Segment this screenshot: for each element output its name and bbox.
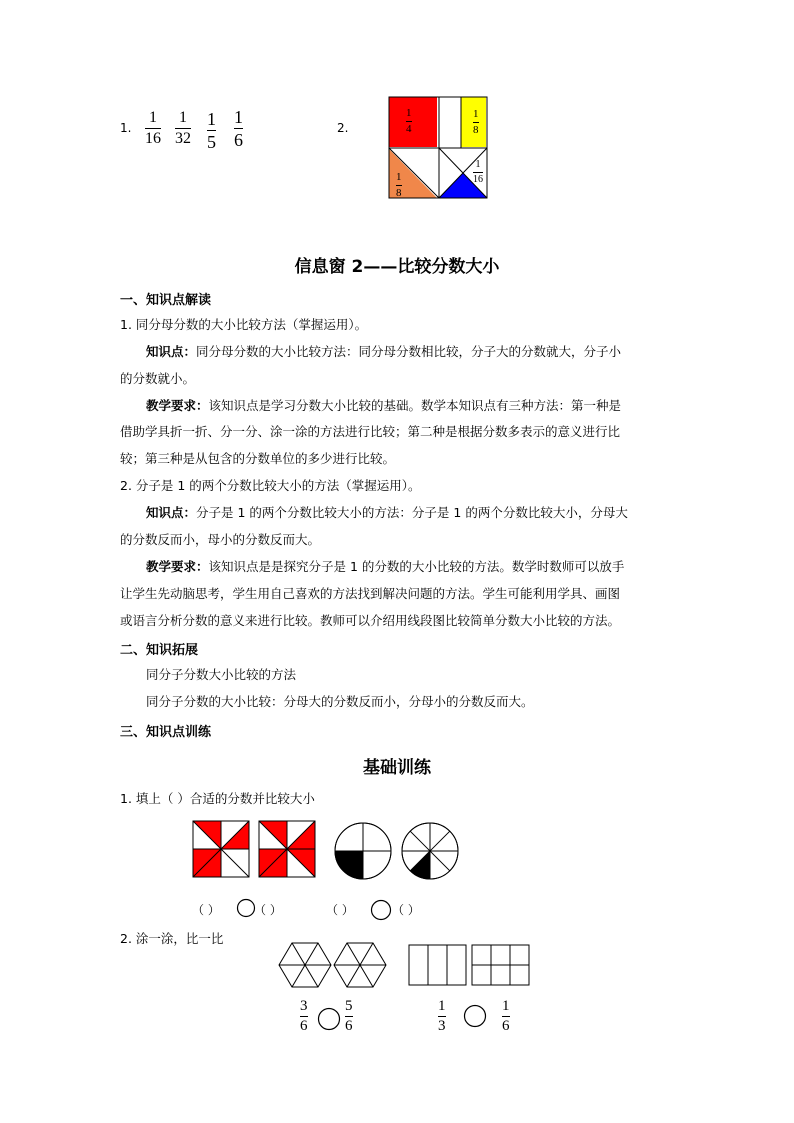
circle-eighths <box>400 821 460 881</box>
item2-label: 2. <box>337 121 349 135</box>
fraction-1-6-q2 <box>502 999 510 1034</box>
numerator: 1 <box>149 109 157 126</box>
fraction-1-6 <box>234 108 243 149</box>
section-title: 信息窗 2——比较分数大小 <box>294 257 500 277</box>
compare-circle-4[interactable] <box>463 1004 487 1028</box>
fraction-1-3 <box>438 999 446 1034</box>
numerator: 3 <box>300 998 308 1014</box>
extension-line1: 同分子分数大小比较的方法 <box>146 667 297 682</box>
denominator: 8 <box>473 124 479 136</box>
item1-label: 1. <box>120 121 132 135</box>
numerator: 1 <box>475 159 481 170</box>
circle-quarters <box>333 821 393 881</box>
numerator: 1 <box>406 107 412 119</box>
item1-req-line1 <box>146 393 621 419</box>
item1-req-line2: 借助学具折一折、分一分、涂一涂的方法进行比较；第二种是根据分数多表示的意义进行比 <box>120 424 621 439</box>
item2-title: 2. 分子是 1 的两个分数比较大小的方法（掌握运用）。 <box>120 478 421 493</box>
item2-kp-line2: 的分数反而小，母小的分数反而大。 <box>120 532 321 547</box>
item2-req-line2: 让学生先动脑思考，学生用自己喜欢的方法找到解决问题的方法。学生可能利用学具、画图 <box>120 586 621 601</box>
denominator: 16 <box>145 130 161 147</box>
kp-text: 同分母分数的大小比较方法：同分母分数相比较，分子大的分数就大，分子小 <box>196 344 622 359</box>
rectangle-sixths <box>471 944 531 986</box>
kp-label: 知识点： <box>146 344 197 359</box>
blank-3[interactable]: （ ） <box>326 903 354 917</box>
fraction-1-32 <box>175 110 191 147</box>
numerator: 1 <box>438 998 446 1014</box>
req-label: 教学要求： <box>146 398 209 413</box>
label-1-8-yellow <box>473 109 479 136</box>
numerator: 1 <box>179 109 187 126</box>
compare-circle-3[interactable] <box>317 1007 341 1031</box>
pinwheel-square-1 <box>192 820 252 880</box>
compare-circle-1[interactable] <box>236 898 256 918</box>
hexagon-1 <box>278 942 332 988</box>
denominator: 6 <box>300 1018 308 1034</box>
label-1-8-orange <box>396 172 402 199</box>
item2-kp-line1 <box>146 500 628 526</box>
kp-text: 分子是 1 的两个分数比较大小的方法：分子是 1 的两个分数比较大小，分母大 <box>196 505 628 520</box>
numerator: 1 <box>396 171 402 183</box>
denominator: 6 <box>345 1018 353 1034</box>
req-text: 该知识点是是探究分子是 1 的分数的大小比较的方法。数学时数师可以放手 <box>208 559 625 574</box>
item1-kp-line2: 的分数就小。 <box>120 371 196 386</box>
numerator: 1 <box>234 107 243 127</box>
heading-knowledge-training: 三、知识点训练 <box>120 725 212 740</box>
denominator: 6 <box>234 130 243 150</box>
item2-req-line3: 或语言分析分数的意义来进行比较。教师可以介绍用线段图比较简单分数大小比较的方法。 <box>120 613 621 628</box>
item1-title: 1. 同分母分数的大小比较方法（掌握运用）。 <box>120 317 368 332</box>
heading-knowledge-extension: 二、知识拓展 <box>120 643 199 658</box>
blank-2[interactable]: （ ） <box>254 903 282 917</box>
quarter-red <box>389 97 437 147</box>
rectangle-thirds <box>408 944 468 986</box>
item2-req-line1 <box>146 554 624 580</box>
kp-label: 知识点： <box>146 505 197 520</box>
fraction-1-5 <box>207 110 216 151</box>
item1-kp-line1 <box>146 339 621 365</box>
extension-line2: 同分子分数的大小比较：分母大的分数反而小，分母小的分数反而大。 <box>146 694 534 709</box>
hexagon-2 <box>333 942 387 988</box>
denominator: 5 <box>207 132 216 152</box>
blank-4[interactable]: （ ） <box>392 903 420 917</box>
basic-training-title: 基础训练 <box>363 758 431 778</box>
label-1-16 <box>473 160 483 185</box>
blank-1[interactable]: （ ） <box>192 903 220 917</box>
compare-circle-2[interactable] <box>370 899 392 921</box>
denominator: 16 <box>473 174 483 185</box>
numerator: 5 <box>345 998 353 1014</box>
item1-req-line3: 较；第三种是从包含的分数单位的多少进行比较。 <box>120 451 396 466</box>
denominator: 3 <box>438 1018 446 1034</box>
label-1-4 <box>406 108 412 135</box>
numerator: 1 <box>473 108 479 120</box>
denominator: 8 <box>396 187 402 199</box>
denominator: 6 <box>502 1018 510 1034</box>
req-label: 教学要求： <box>146 559 209 574</box>
req-text: 该知识点是学习分数大小比较的基础。数学本知识点有三种方法：第一种是 <box>208 398 622 413</box>
q2-title: 2. 涂一涂，比一比 <box>120 931 224 946</box>
denominator: 4 <box>406 123 412 135</box>
numerator: 1 <box>502 998 510 1014</box>
q1-title: 1. 填上（ ）合适的分数并比较大小 <box>120 791 315 806</box>
denominator: 32 <box>175 130 191 147</box>
heading-knowledge-interpretation: 一、知识点解读 <box>120 293 212 308</box>
numerator: 1 <box>207 109 216 129</box>
fraction-5-6 <box>345 999 353 1034</box>
pinwheel-square-2 <box>258 820 318 880</box>
fraction-3-6 <box>300 999 308 1034</box>
fraction-1-16 <box>145 110 161 147</box>
